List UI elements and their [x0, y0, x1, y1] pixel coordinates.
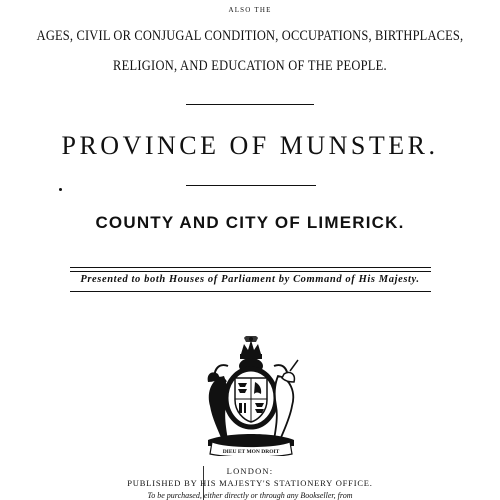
presented-statement: Presented to both Houses of Parliament by Command of His Majesty.: [80, 274, 420, 285]
ink-speck: [59, 188, 62, 191]
province-title: PROVINCE OF MUNSTER.: [61, 131, 439, 160]
royal-coat-of-arms-icon: [198, 336, 304, 456]
imprint-place: LONDON:: [226, 466, 274, 476]
subtitle-line-1: AGES, CIVIL OR CONJUGAL CONDITION, OCCUPATIONS, BIRTHPLACES,: [36, 28, 464, 44]
also-the-heading: ALSO THE: [228, 6, 272, 14]
motto-text: DIEU ET MON DROIT: [222, 449, 280, 455]
subtitle-line-2: RELIGION, AND EDUCATION OF THE PEOPLE.: [113, 58, 387, 74]
imprint-publisher: PUBLISHED BY HIS MAJESTY'S STATIONERY OFFICE.: [127, 478, 373, 488]
presented-box-top-rule: [70, 267, 431, 272]
county-title: COUNTY AND CITY OF LIMERICK.: [95, 213, 405, 232]
imprint-purchase-note: To be purchased, either directly or through any Bookseller, from: [147, 491, 353, 500]
divider-rule: [186, 104, 314, 105]
presented-box-bottom-rule: [70, 291, 431, 292]
divider-rule: [186, 185, 316, 186]
